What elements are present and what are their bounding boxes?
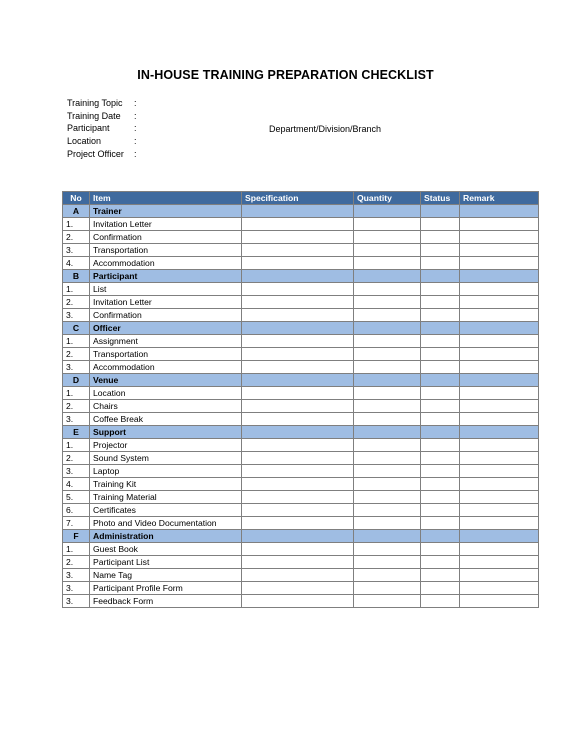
item-name: Transportation xyxy=(90,348,242,361)
section-status-cell xyxy=(421,322,460,335)
specification-cell[interactable] xyxy=(242,517,354,530)
section-row xyxy=(63,205,539,218)
checklist-table xyxy=(62,191,539,608)
item-name: Participant List xyxy=(90,556,242,569)
item-number: 1. xyxy=(63,335,90,348)
field-project-officer xyxy=(67,148,144,161)
section-quantity-cell xyxy=(354,374,421,387)
section-name: Officer xyxy=(90,322,242,335)
item-number: 2. xyxy=(63,296,90,309)
status-cell[interactable] xyxy=(421,231,460,244)
section-remark-cell xyxy=(460,270,539,283)
quantity-cell[interactable] xyxy=(354,244,421,257)
specification-cell[interactable] xyxy=(242,309,354,322)
column-header-no: No xyxy=(63,192,90,205)
specification-cell[interactable] xyxy=(242,452,354,465)
column-header-status: Status xyxy=(421,192,460,205)
section-quantity-cell xyxy=(354,322,421,335)
field-training-date xyxy=(67,110,144,123)
item-number: 4. xyxy=(63,478,90,491)
field-label: Location xyxy=(67,136,102,147)
quantity-cell[interactable] xyxy=(354,465,421,478)
department-label: Department/Division/Branch xyxy=(269,124,382,134)
remark-cell[interactable] xyxy=(460,582,539,595)
item-name: List xyxy=(90,283,242,296)
item-number: 1. xyxy=(63,543,90,556)
quantity-cell[interactable] xyxy=(354,582,421,595)
section-specification-cell xyxy=(242,426,354,439)
specification-cell[interactable] xyxy=(242,413,354,426)
remark-cell[interactable] xyxy=(460,348,539,361)
item-name: Invitation Letter xyxy=(90,218,242,231)
section-remark-cell xyxy=(460,374,539,387)
table-row xyxy=(63,361,539,374)
remark-cell[interactable] xyxy=(460,387,539,400)
specification-cell[interactable] xyxy=(242,244,354,257)
status-cell[interactable] xyxy=(421,348,460,361)
field-colon: : xyxy=(134,123,137,134)
section-status-cell xyxy=(421,426,460,439)
remark-cell[interactable] xyxy=(460,218,539,231)
item-number: 3. xyxy=(63,465,90,478)
status-cell[interactable] xyxy=(421,387,460,400)
item-name: Participant Profile Form xyxy=(90,582,242,595)
section-remark-cell xyxy=(460,322,539,335)
quantity-cell[interactable] xyxy=(354,361,421,374)
table-row xyxy=(63,465,539,478)
section-quantity-cell xyxy=(354,530,421,543)
quantity-cell[interactable] xyxy=(354,504,421,517)
status-cell[interactable] xyxy=(421,543,460,556)
status-cell[interactable] xyxy=(421,452,460,465)
status-cell[interactable] xyxy=(421,556,460,569)
remark-cell[interactable] xyxy=(460,400,539,413)
field-location xyxy=(67,135,144,148)
remark-cell[interactable] xyxy=(460,478,539,491)
item-name: Accommodation xyxy=(90,257,242,270)
item-number: 3. xyxy=(63,595,90,608)
section-name: Trainer xyxy=(90,205,242,218)
item-number: 6. xyxy=(63,504,90,517)
section-row xyxy=(63,426,539,439)
quantity-cell[interactable] xyxy=(354,309,421,322)
item-name: Accommodation xyxy=(90,361,242,374)
section-status-cell xyxy=(421,270,460,283)
item-number: 3. xyxy=(63,582,90,595)
item-name: Transportation xyxy=(90,244,242,257)
remark-cell[interactable] xyxy=(460,491,539,504)
item-number: 4. xyxy=(63,257,90,270)
section-quantity-cell xyxy=(354,270,421,283)
section-status-cell xyxy=(421,374,460,387)
quantity-cell[interactable] xyxy=(354,400,421,413)
status-cell[interactable] xyxy=(421,335,460,348)
item-name: Name Tag xyxy=(90,569,242,582)
item-name: Certificates xyxy=(90,504,242,517)
item-name: Chairs xyxy=(90,400,242,413)
remark-cell[interactable] xyxy=(460,439,539,452)
quantity-cell[interactable] xyxy=(354,257,421,270)
field-colon: : xyxy=(134,110,137,121)
specification-cell[interactable] xyxy=(242,387,354,400)
table-row xyxy=(63,387,539,400)
section-specification-cell xyxy=(242,205,354,218)
remark-cell[interactable] xyxy=(460,361,539,374)
section-row xyxy=(63,530,539,543)
specification-cell[interactable] xyxy=(242,218,354,231)
section-row xyxy=(63,322,539,335)
remark-cell[interactable] xyxy=(460,335,539,348)
quantity-cell[interactable] xyxy=(354,231,421,244)
table-row xyxy=(63,400,539,413)
item-number: 3. xyxy=(63,309,90,322)
section-remark-cell xyxy=(460,205,539,218)
item-number: 2. xyxy=(63,400,90,413)
column-header-remark: Remark xyxy=(460,192,539,205)
remark-cell[interactable] xyxy=(460,517,539,530)
remark-cell[interactable] xyxy=(460,465,539,478)
section-specification-cell xyxy=(242,270,354,283)
specification-cell[interactable] xyxy=(242,335,354,348)
section-code: D xyxy=(63,374,90,387)
section-specification-cell xyxy=(242,322,354,335)
column-header-item: Item xyxy=(90,192,242,205)
remark-cell[interactable] xyxy=(460,569,539,582)
item-name: Invitation Letter xyxy=(90,296,242,309)
section-remark-cell xyxy=(460,426,539,439)
remark-cell[interactable] xyxy=(460,283,539,296)
item-number: 1. xyxy=(63,218,90,231)
item-name: Training Material xyxy=(90,491,242,504)
remark-cell[interactable] xyxy=(460,309,539,322)
item-name: Training Kit xyxy=(90,478,242,491)
field-colon: : xyxy=(134,98,137,108)
specification-cell[interactable] xyxy=(242,582,354,595)
section-specification-cell xyxy=(242,374,354,387)
column-header-specification: Specification xyxy=(242,192,354,205)
status-cell[interactable] xyxy=(421,218,460,231)
table-row xyxy=(63,335,539,348)
table-row xyxy=(63,504,539,517)
status-cell[interactable] xyxy=(421,413,460,426)
item-name: Sound System xyxy=(90,452,242,465)
remark-cell[interactable] xyxy=(460,543,539,556)
specification-cell[interactable] xyxy=(242,569,354,582)
section-code: C xyxy=(63,322,90,335)
item-name: Confirmation xyxy=(90,231,242,244)
section-code: A xyxy=(63,205,90,218)
table-row xyxy=(63,309,539,322)
remark-cell[interactable] xyxy=(460,452,539,465)
table-row xyxy=(63,452,539,465)
status-cell[interactable] xyxy=(421,491,460,504)
item-number: 1. xyxy=(63,387,90,400)
section-name: Participant xyxy=(90,270,242,283)
quantity-cell[interactable] xyxy=(354,335,421,348)
table-row xyxy=(63,543,539,556)
quantity-cell[interactable] xyxy=(354,543,421,556)
remark-cell[interactable] xyxy=(460,413,539,426)
status-cell[interactable] xyxy=(421,478,460,491)
item-number: 2. xyxy=(63,348,90,361)
status-cell[interactable] xyxy=(421,569,460,582)
item-name: Laptop xyxy=(90,465,242,478)
quantity-cell[interactable] xyxy=(354,491,421,504)
section-specification-cell xyxy=(242,530,354,543)
item-name: Confirmation xyxy=(90,309,242,322)
specification-cell[interactable] xyxy=(242,595,354,608)
specification-cell[interactable] xyxy=(242,400,354,413)
status-cell[interactable] xyxy=(421,504,460,517)
status-cell[interactable] xyxy=(421,517,460,530)
table-row xyxy=(63,348,539,361)
status-cell[interactable] xyxy=(421,244,460,257)
field-colon: : xyxy=(134,136,137,147)
table-row xyxy=(63,413,539,426)
section-quantity-cell xyxy=(354,205,421,218)
specification-cell[interactable] xyxy=(242,543,354,556)
status-cell[interactable] xyxy=(421,257,460,270)
field-participant xyxy=(67,122,144,135)
table-row xyxy=(63,582,539,595)
item-name: Guest Book xyxy=(90,543,242,556)
item-number: 1. xyxy=(63,283,90,296)
table-row xyxy=(63,257,539,270)
quantity-cell[interactable] xyxy=(354,218,421,231)
table-row xyxy=(63,478,539,491)
specification-cell[interactable] xyxy=(242,283,354,296)
table-body xyxy=(63,205,539,608)
quantity-cell[interactable] xyxy=(354,348,421,361)
quantity-cell[interactable] xyxy=(354,595,421,608)
specification-cell[interactable] xyxy=(242,361,354,374)
item-number: 3. xyxy=(63,244,90,257)
item-number: 3. xyxy=(63,361,90,374)
field-label: Training Date xyxy=(67,110,121,121)
remark-cell[interactable] xyxy=(460,257,539,270)
table-row xyxy=(63,491,539,504)
field-label: Training Topic xyxy=(67,98,123,108)
specification-cell[interactable] xyxy=(242,556,354,569)
table-row xyxy=(63,556,539,569)
quantity-cell[interactable] xyxy=(354,556,421,569)
quantity-cell[interactable] xyxy=(354,413,421,426)
status-cell[interactable] xyxy=(421,439,460,452)
section-code: F xyxy=(63,530,90,543)
specification-cell[interactable] xyxy=(242,491,354,504)
item-number: 2. xyxy=(63,556,90,569)
status-cell[interactable] xyxy=(421,400,460,413)
item-name: Feedback Form xyxy=(90,595,242,608)
item-name: Coffee Break xyxy=(90,413,242,426)
item-name: Assignment xyxy=(90,335,242,348)
item-number: 5. xyxy=(63,491,90,504)
item-name: Location xyxy=(90,387,242,400)
section-name: Venue xyxy=(90,374,242,387)
specification-cell[interactable] xyxy=(242,348,354,361)
item-number: 7. xyxy=(63,517,90,530)
remark-cell[interactable] xyxy=(460,504,539,517)
table-row xyxy=(63,244,539,257)
field-label: Participant xyxy=(67,123,110,134)
remark-cell[interactable] xyxy=(460,244,539,257)
header-fields xyxy=(67,97,144,160)
section-name: Support xyxy=(90,426,242,439)
field-training-topic xyxy=(67,97,144,110)
section-quantity-cell xyxy=(354,426,421,439)
status-cell[interactable] xyxy=(421,309,460,322)
section-code: E xyxy=(63,426,90,439)
item-number: 1. xyxy=(63,439,90,452)
status-cell[interactable] xyxy=(421,296,460,309)
remark-cell[interactable] xyxy=(460,231,539,244)
table-row xyxy=(63,595,539,608)
status-cell[interactable] xyxy=(421,595,460,608)
quantity-cell[interactable] xyxy=(354,296,421,309)
table-row xyxy=(63,218,539,231)
table-row xyxy=(63,283,539,296)
remark-cell[interactable] xyxy=(460,595,539,608)
field-colon: : xyxy=(134,148,137,159)
section-row xyxy=(63,374,539,387)
item-number: 2. xyxy=(63,452,90,465)
section-name: Administration xyxy=(90,530,242,543)
quantity-cell[interactable] xyxy=(354,478,421,491)
specification-cell[interactable] xyxy=(242,504,354,517)
item-number: 2. xyxy=(63,231,90,244)
remark-cell[interactable] xyxy=(460,556,539,569)
section-remark-cell xyxy=(460,530,539,543)
table-row xyxy=(63,439,539,452)
section-row xyxy=(63,270,539,283)
status-cell[interactable] xyxy=(421,283,460,296)
quantity-cell[interactable] xyxy=(354,569,421,582)
specification-cell[interactable] xyxy=(242,257,354,270)
quantity-cell[interactable] xyxy=(354,517,421,530)
quantity-cell[interactable] xyxy=(354,387,421,400)
specification-cell[interactable] xyxy=(242,478,354,491)
quantity-cell[interactable] xyxy=(354,452,421,465)
specification-cell[interactable] xyxy=(242,439,354,452)
table-row xyxy=(63,231,539,244)
status-cell[interactable] xyxy=(421,361,460,374)
specification-cell[interactable] xyxy=(242,231,354,244)
status-cell[interactable] xyxy=(421,465,460,478)
document-title: IN-HOUSE TRAINING PREPARATION CHECKLIST xyxy=(137,68,434,82)
remark-cell[interactable] xyxy=(460,296,539,309)
item-number: 3. xyxy=(63,413,90,426)
quantity-cell[interactable] xyxy=(354,439,421,452)
field-label: Project Officer xyxy=(67,148,124,159)
quantity-cell[interactable] xyxy=(354,283,421,296)
section-status-cell xyxy=(421,205,460,218)
item-number: 3. xyxy=(63,569,90,582)
table-row xyxy=(63,517,539,530)
status-cell[interactable] xyxy=(421,582,460,595)
table-header-row xyxy=(63,192,539,205)
item-name: Photo and Video Documentation xyxy=(90,517,242,530)
item-name: Projector xyxy=(90,439,242,452)
section-status-cell xyxy=(421,530,460,543)
column-header-quantity: Quantity xyxy=(354,192,421,205)
specification-cell[interactable] xyxy=(242,296,354,309)
section-code: B xyxy=(63,270,90,283)
specification-cell[interactable] xyxy=(242,465,354,478)
table-row xyxy=(63,296,539,309)
table-row xyxy=(63,569,539,582)
